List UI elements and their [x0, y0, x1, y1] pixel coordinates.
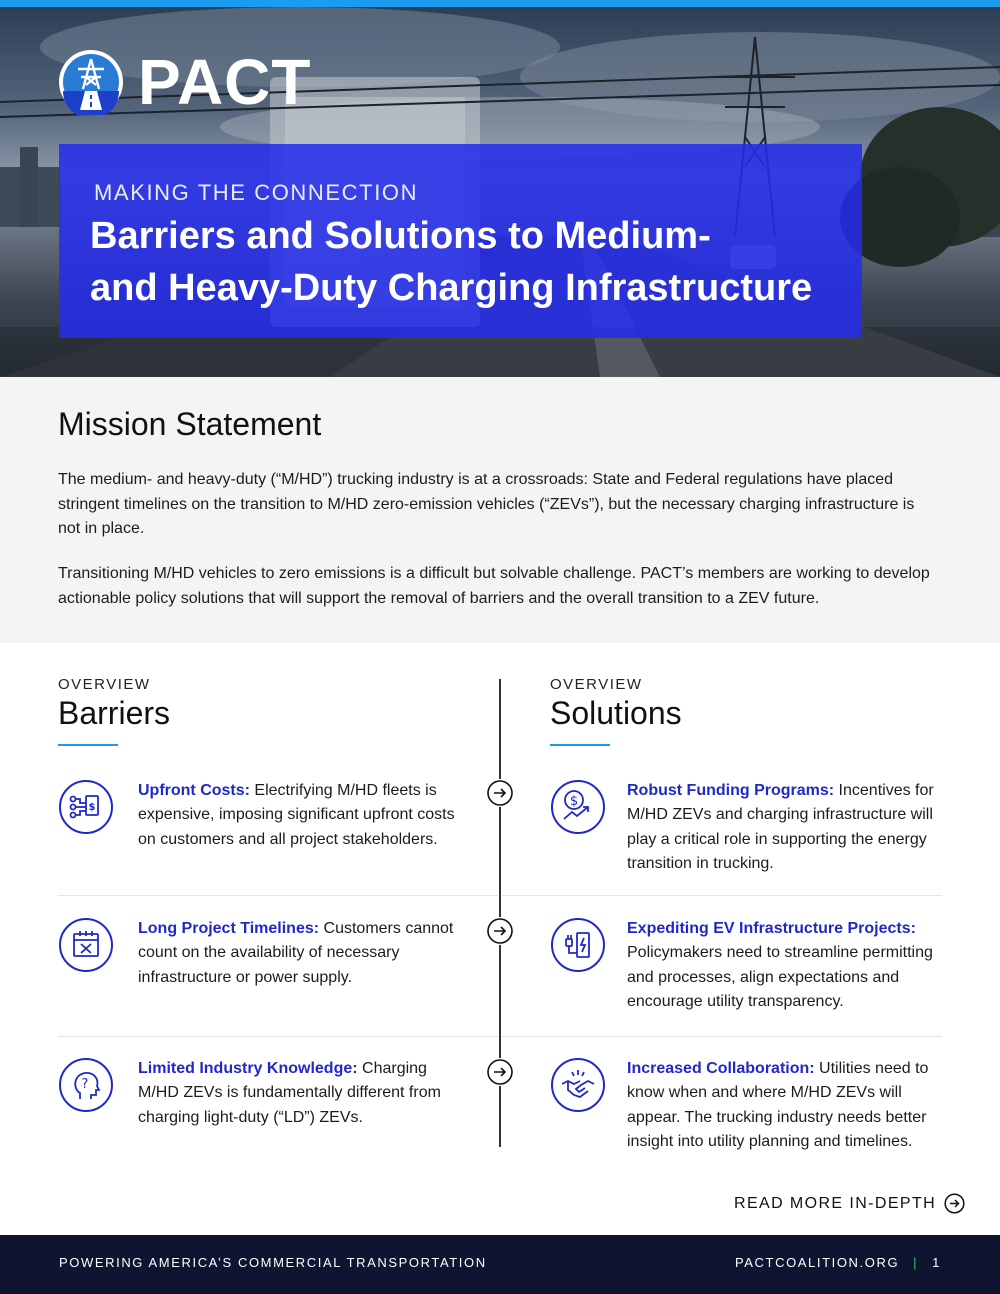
mission-section	[0, 377, 1000, 643]
footer-separator: |	[913, 1255, 919, 1270]
barrier-lead: Long Project Timelines:	[138, 920, 320, 937]
circuit-dollar-icon	[58, 779, 114, 835]
row-separator	[58, 1036, 498, 1037]
footer-right	[735, 1255, 941, 1270]
svg-text:?: ?	[81, 1077, 89, 1092]
mission-paragraph-2: Transitioning M/HD vehicles to zero emissions is a difficult but solvable challenge. PACT’s members are working to develop actionable policy solutions that will support the removal of barriers and the overall transition to a ZEV future.	[58, 565, 930, 607]
arrow-right-icon	[486, 917, 514, 945]
solutions-heading: Solutions	[550, 695, 682, 731]
solution-text	[627, 917, 957, 1015]
barriers-header	[58, 676, 170, 746]
page-footer	[0, 1235, 1000, 1294]
barrier-lead: Upfront Costs:	[138, 782, 250, 799]
barrier-body: Charging M/HD ZEVs is fundamentally different from charging light-duty (“LD”) ZEVs.	[138, 1060, 441, 1126]
solution-lead: Expediting EV Infrastructure Projects:	[627, 920, 916, 937]
solutions-underline	[550, 744, 610, 746]
page-number: 1	[932, 1255, 941, 1270]
footer-tagline: POWERING AMERICA’S COMMERCIAL TRANSPORTATION	[59, 1255, 487, 1270]
barriers-eyebrow: OVERVIEW	[58, 676, 151, 693]
barrier-text	[138, 779, 458, 852]
solution-body: Incentives for M/HD ZEVs and charging infrastructure will play a critical role in supporting the energy transition in trucking.	[627, 782, 934, 873]
solution-text	[627, 779, 947, 877]
mission-paragraph-1: The medium- and heavy-duty (“M/HD”) trucking industry is at a crossroads: State and Federal regulations have placed stringent timelines on the transition to M/HD zero-emission vehicles (“ZEVs”), but the necessary charging infrastructure is not in place.	[58, 471, 915, 537]
calendar-x-icon	[58, 917, 114, 973]
arrow-right-icon	[486, 779, 514, 807]
hero-banner	[0, 7, 1000, 377]
solution-lead: Robust Funding Programs:	[627, 782, 835, 799]
barrier-body: Electrifying M/HD fleets is expensive, imposing significant upfront costs on customers and all project stakeholders.	[138, 782, 455, 848]
footer-site-link[interactable]: PACTCOALITION.ORG	[734, 1255, 900, 1270]
svg-text:$: $	[569, 794, 579, 809]
arrow-right-icon	[944, 1193, 965, 1214]
row-separator	[502, 895, 942, 896]
title-panel	[59, 144, 862, 338]
barrier-lead: Limited Industry Knowledge:	[138, 1060, 358, 1077]
handshake-icon	[550, 1057, 606, 1113]
pact-logo-icon	[58, 49, 124, 115]
read-more-label: READ MORE IN-DEPTH	[734, 1194, 937, 1212]
row-separator	[58, 895, 498, 896]
solution-body: Policymakers need to streamline permitting and processes, align expectations and encourage utility transparency.	[627, 944, 933, 1011]
barrier-text	[138, 1057, 458, 1130]
dollar-growth-icon	[550, 779, 606, 835]
read-more-link[interactable]	[734, 1193, 965, 1214]
solution-body: Utilities need to know when and where M/HD ZEVs will appear. The trucking industry needs better insight into utility planning and timelines.	[627, 1060, 929, 1151]
barriers-heading: Barriers	[58, 695, 171, 731]
brand-wordmark: PACT	[138, 46, 312, 118]
solution-text	[627, 1057, 947, 1155]
solution-lead: Increased Collaboration:	[627, 1060, 815, 1077]
head-question-icon	[58, 1057, 114, 1113]
mission-heading: Mission Statement	[58, 406, 322, 442]
row-separator	[502, 1036, 942, 1037]
pact-logo[interactable]	[58, 46, 312, 118]
barrier-body: Customers cannot count on the availability of necessary infrastructure or power supply.	[138, 920, 454, 986]
solutions-header	[550, 676, 682, 746]
title-line-2: and Heavy-Duty Charging Infrastructure	[90, 267, 813, 309]
svg-text:$: $	[88, 802, 96, 813]
ev-charger-icon	[550, 917, 606, 973]
top-accent-bar	[0, 0, 1000, 7]
barrier-text	[138, 917, 468, 990]
solutions-eyebrow: OVERVIEW	[550, 676, 643, 693]
page-title	[90, 210, 850, 314]
arrow-right-icon	[486, 1058, 514, 1086]
barriers-underline	[58, 744, 118, 746]
hero-kicker: MAKING THE CONNECTION	[94, 180, 419, 205]
title-line-1: Barriers and Solutions to Medium-	[90, 215, 711, 257]
